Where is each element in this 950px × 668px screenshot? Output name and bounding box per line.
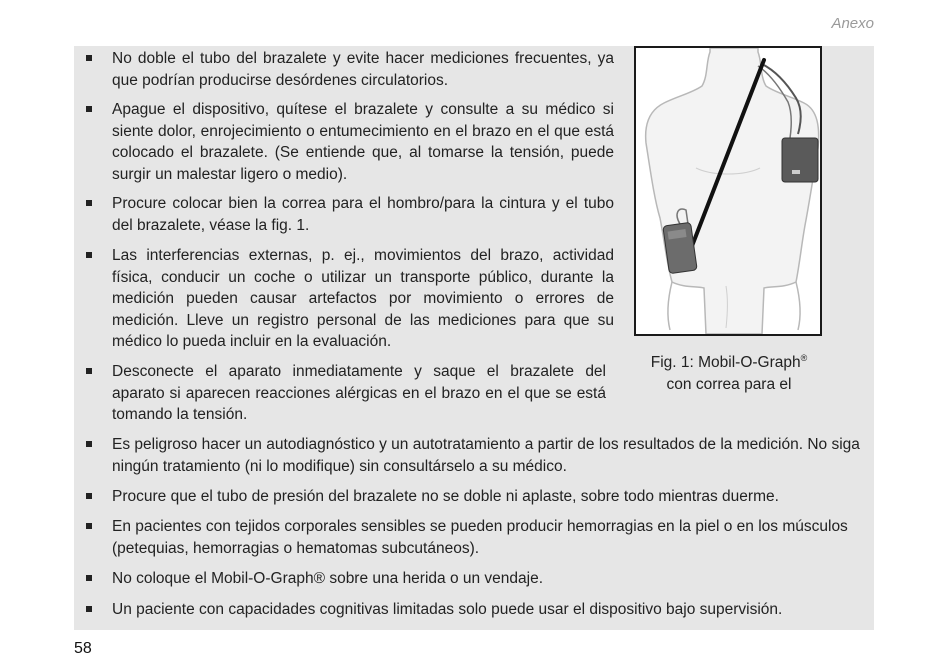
- bullet-marker: [86, 55, 92, 61]
- bullet-marker: [86, 606, 92, 612]
- list-item-text: Es peligroso hacer un autodiagnóstico y un autotratamiento a partir de los resultados de la medición. No siga ningún tratamiento (ni lo modifique) sin consultárselo a su médico.: [112, 436, 860, 475]
- torso-silhouette: [646, 48, 819, 334]
- body-illustration: [636, 48, 820, 334]
- figure-mobil-o-graph: [634, 46, 822, 336]
- arm-cuff: [782, 138, 818, 182]
- list-item-text: En pacientes con tejidos corporales sensibles se pueden producir hemorragias en la piel o en los músculos (petequias, hemorragias o hematomas subcutáneos).: [112, 518, 848, 557]
- page-number: 58: [74, 640, 92, 657]
- list-item-text: Desconecte el aparato inmediatamente y saque el brazalete del aparato si aparecen reacciones alérgicas en el brazo en el que se está tomando la tensión.: [112, 363, 606, 423]
- bullet-marker: [86, 252, 92, 258]
- bullet-marker: [86, 368, 92, 374]
- section-header: Anexo: [831, 15, 874, 32]
- cuff-label: [792, 170, 800, 174]
- list-item-text: Apague el dispositivo, quítese el brazalete y consulte a su médico si siente dolor, enrojecimiento o entumecimiento en el brazo en el que está colocado el brazalete. (Se entiende que, al tomarse la tensión, puede surgir un malestar ligero o medio).: [112, 101, 614, 183]
- bullet-marker: [86, 523, 92, 529]
- bullet-marker: [86, 441, 92, 447]
- bullet-marker: [86, 575, 92, 581]
- registered-mark: ®: [800, 353, 808, 363]
- list-item-text: Procure que el tubo de presión del brazalete no se doble ni aplaste, sobre todo mientras duerme.: [112, 488, 779, 505]
- list-item-text: Las interferencias externas, p. ej., movimientos del brazo, actividad física, conducir un coche o utilizar un transporte público, durante la medición pueden causar artefactos por movimiento o errores de medición. Lleve un registro personal de las mediciones para que su médico lo pueda incluir en la evaluación.: [112, 247, 614, 350]
- figure-caption: [634, 348, 824, 395]
- list-item-text: Un paciente con capacidades cognitivas limitadas solo puede usar el dispositivo bajo supervisión.: [112, 601, 783, 618]
- list-item-text: No coloque el Mobil-O-Graph® sobre una herida o un vendaje.: [112, 570, 544, 587]
- list-item-text: No doble el tubo del brazalete y evite hacer mediciones frecuentes, ya que podrían producirse desórdenes circulatorios.: [112, 50, 614, 89]
- bullet-marker: [86, 106, 92, 112]
- right-hand-outline: [796, 282, 800, 330]
- bullet-marker: [86, 200, 92, 206]
- left-hand-outline: [668, 282, 672, 330]
- caption-line-2: con correa para el: [666, 375, 792, 393]
- list-item-text: Procure colocar bien la correa para el hombro/para la cintura y el tubo del brazalete, véase la fig. 1.: [112, 195, 614, 234]
- caption-line-1: Fig. 1: Mobil-O-Graph: [650, 354, 801, 372]
- bullet-marker: [86, 493, 92, 499]
